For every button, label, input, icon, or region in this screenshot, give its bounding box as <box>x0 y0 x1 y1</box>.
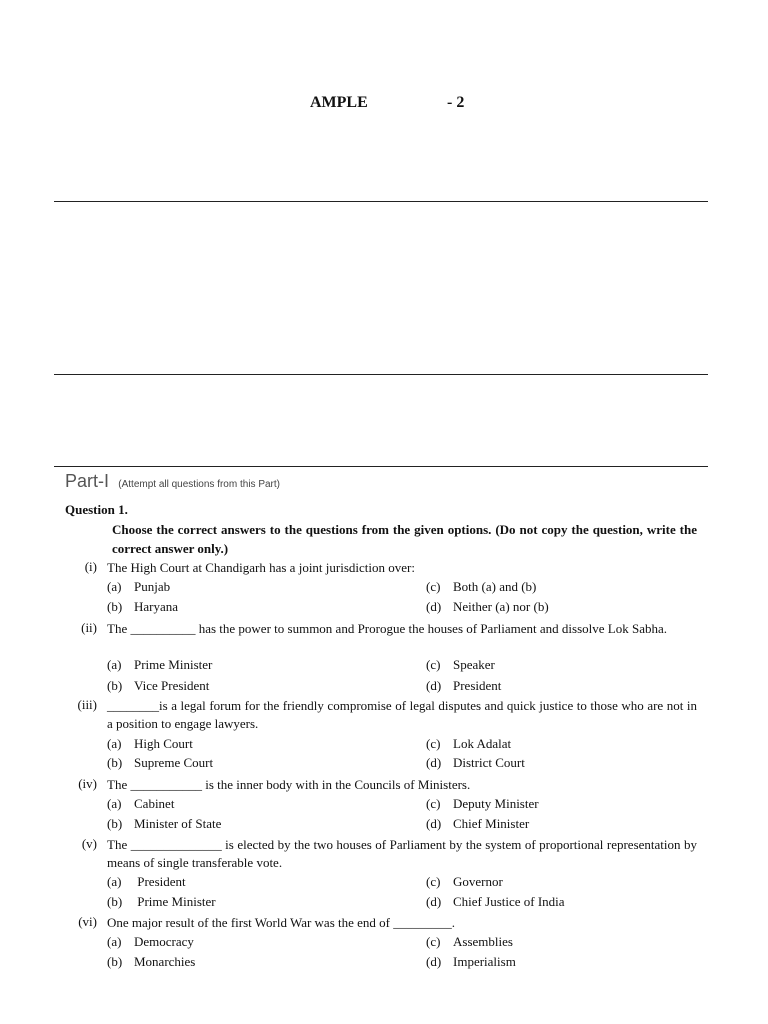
option-text: President <box>453 678 502 693</box>
option-text: Imperialism <box>453 954 516 969</box>
option-text: Chief Minister <box>453 816 530 831</box>
option-d <box>426 816 529 832</box>
option-text: Democracy <box>134 934 194 949</box>
option-letter: (c) <box>426 796 441 811</box>
option-letter: (a) <box>107 874 122 889</box>
option-letter: (a) <box>107 796 122 811</box>
option-text: Prime Minister <box>134 657 213 672</box>
title-left: AMPLE <box>310 94 368 111</box>
option-text: Neither (a) nor (b) <box>453 599 549 614</box>
option-letter: (a) <box>107 934 122 949</box>
option-letter: (b) <box>107 678 123 693</box>
option-c <box>426 874 503 890</box>
option-text: Governor <box>453 874 503 889</box>
option-b <box>107 755 213 771</box>
item-stem: The __________ has the power to summon and Prorogue the houses of Parliament and dissolve Lok Sabha. <box>107 621 667 636</box>
option-text: High Court <box>134 736 193 751</box>
item-number: (i) <box>84 559 97 574</box>
horizontal-rule-2 <box>54 374 708 375</box>
option-c <box>426 796 539 812</box>
option-text: Speaker <box>453 657 495 672</box>
option-b <box>107 894 216 910</box>
option-a <box>107 796 174 812</box>
option-letter: (d) <box>426 678 442 693</box>
option-text: Punjab <box>134 579 171 594</box>
option-letter: (d) <box>426 755 442 770</box>
option-text: Minister of State <box>134 816 222 831</box>
option-letter: (d) <box>426 894 442 909</box>
option-letter: (b) <box>107 755 123 770</box>
option-text: Chief Justice of India <box>453 894 565 909</box>
option-letter: (b) <box>107 599 123 614</box>
item-stem: One major result of the first World War was the end of _________. <box>107 915 455 930</box>
question-instruction: Choose the correct answers to the questions from the given options. (Do not copy the question, write the correct answer only.) <box>112 522 697 556</box>
option-d <box>426 599 549 615</box>
option-letter: (c) <box>426 874 441 889</box>
option-letter: (c) <box>426 657 441 672</box>
option-text: Vice President <box>134 678 210 693</box>
item-number: (vi) <box>78 914 97 929</box>
option-a <box>107 874 186 890</box>
option-letter: (c) <box>426 579 441 594</box>
option-letter: (a) <box>107 579 122 594</box>
option-text: Monarchies <box>134 954 196 969</box>
item-number: (ii) <box>81 620 97 635</box>
option-text: District Court <box>453 755 525 770</box>
option-text: Prime Minister <box>134 894 216 909</box>
option-text: Haryana <box>134 599 179 614</box>
option-a <box>107 736 193 752</box>
option-letter: (d) <box>426 954 442 969</box>
item-number: (iii) <box>77 697 97 712</box>
option-d <box>426 678 501 694</box>
option-letter: (a) <box>107 736 122 751</box>
item-stem: The ______________ is elected by the two houses of Parliament by the system of proportional representation by means of single transferable vote. <box>107 837 697 870</box>
option-text: Cabinet <box>134 796 175 811</box>
option-letter: (c) <box>426 736 441 751</box>
option-letter: (c) <box>426 934 441 949</box>
option-letter: (d) <box>426 816 442 831</box>
item-stem: The High Court at Chandigarh has a joint jurisdiction over: <box>107 560 415 575</box>
option-letter: (b) <box>107 816 123 831</box>
option-a <box>107 657 212 673</box>
item-stem: ________is a legal forum for the friendly compromise of legal disputes and quick justice to those who are not in a position to engage lawyers. <box>107 698 697 731</box>
option-c <box>426 934 513 950</box>
option-a <box>107 934 194 950</box>
option-text: Supreme Court <box>134 755 214 770</box>
question-label: Question 1. <box>65 502 128 517</box>
option-letter: (b) <box>107 894 123 909</box>
item-number: (iv) <box>78 776 97 791</box>
part-note: (Attempt all questions from this Part) <box>118 479 280 490</box>
part-label: Part-I <box>65 471 110 491</box>
option-d <box>426 755 525 771</box>
option-d <box>426 894 565 910</box>
option-b <box>107 816 221 832</box>
item-stem: The ___________ is the inner body with in the Councils of Ministers. <box>107 777 471 792</box>
option-text: Assemblies <box>453 934 513 949</box>
option-b <box>107 678 209 694</box>
part-heading <box>65 471 280 492</box>
option-b <box>107 599 178 615</box>
horizontal-rule-3 <box>54 466 708 467</box>
option-a <box>107 579 170 595</box>
option-c <box>426 579 536 595</box>
option-d <box>426 954 516 970</box>
option-c <box>426 736 511 752</box>
title-right: - 2 <box>447 94 465 111</box>
option-letter: (a) <box>107 657 122 672</box>
horizontal-rule-1 <box>54 201 708 202</box>
option-letter: (d) <box>426 599 442 614</box>
option-text: Both (a) and (b) <box>453 579 537 594</box>
option-letter: (b) <box>107 954 123 969</box>
option-text: President <box>134 874 186 889</box>
option-text: Lok Adalat <box>453 736 512 751</box>
option-b <box>107 954 195 970</box>
option-text: Deputy Minister <box>453 796 539 811</box>
item-number: (v) <box>81 836 97 851</box>
option-c <box>426 657 495 673</box>
